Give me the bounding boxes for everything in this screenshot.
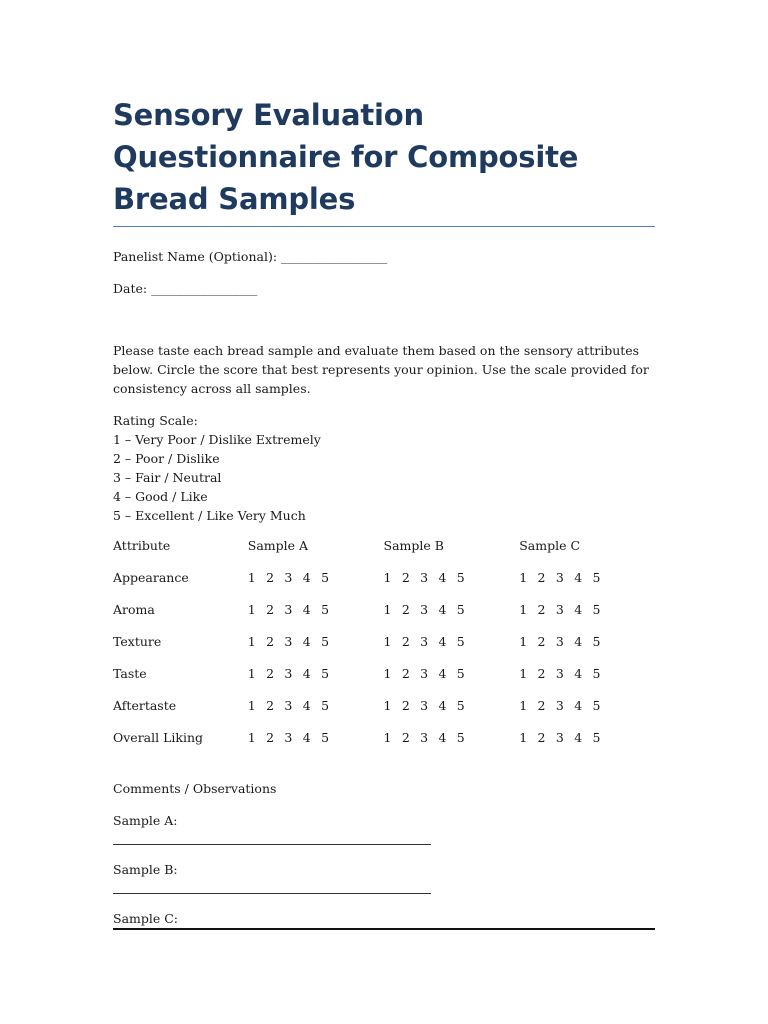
score-options-sample-c[interactable]: 1 2 3 4 5 (519, 698, 604, 713)
page-title: Sensory Evaluation Questionnaire for Composite Bread Samples (113, 94, 655, 227)
comment-label-sample-c: Sample C: (113, 909, 655, 930)
rating-scale-heading: Rating Scale: (113, 413, 198, 428)
rating-scale (113, 411, 655, 525)
score-options-sample-b[interactable]: 1 2 3 4 5 (383, 634, 468, 649)
table-header-row (113, 538, 655, 570)
rating-scale-item: 1 – Very Poor / Dislike Extremely (113, 432, 321, 447)
score-options-sample-a[interactable]: 1 2 3 4 5 (247, 666, 333, 681)
comment-line-sample-a[interactable] (113, 844, 431, 845)
score-options-sample-c[interactable]: 1 2 3 4 5 (519, 730, 604, 745)
attribute-label: Aftertaste (113, 698, 177, 713)
table-row (113, 570, 655, 602)
score-options-sample-a[interactable]: 1 2 3 4 5 (247, 570, 333, 585)
table-row (113, 730, 655, 762)
column-header-sample-a: Sample A (247, 538, 309, 553)
score-options-sample-a[interactable]: 1 2 3 4 5 (247, 602, 333, 617)
column-header-sample-c: Sample C (519, 538, 581, 553)
panelist-name-field[interactable]: Panelist Name (Optional): _________________ (113, 249, 388, 264)
rating-scale-item: 3 – Fair / Neutral (113, 470, 222, 485)
intro-paragraph: Please taste each bread sample and evaluate them based on the sensory attributes below. Circle the score that best represents your opinion. Use the scale provided for consistency across all samples. (113, 343, 649, 396)
score-options-sample-a[interactable]: 1 2 3 4 5 (247, 698, 333, 713)
comment-label-sample-a: Sample A: (113, 813, 178, 828)
score-options-sample-c[interactable]: 1 2 3 4 5 (519, 666, 604, 681)
attribute-label: Texture (113, 634, 162, 649)
attribute-label: Aroma (113, 602, 155, 617)
comment-line-sample-b[interactable] (113, 893, 431, 894)
table-row (113, 634, 655, 666)
rating-scale-item: 2 – Poor / Dislike (113, 451, 220, 466)
table-row (113, 698, 655, 730)
comment-label-sample-b: Sample B: (113, 862, 178, 877)
column-header-sample-b: Sample B (383, 538, 444, 553)
score-options-sample-b[interactable]: 1 2 3 4 5 (383, 570, 468, 585)
table-row (113, 602, 655, 634)
score-options-sample-a[interactable]: 1 2 3 4 5 (247, 634, 333, 649)
score-options-sample-b[interactable]: 1 2 3 4 5 (383, 666, 468, 681)
score-options-sample-c[interactable]: 1 2 3 4 5 (519, 602, 604, 617)
score-options-sample-a[interactable]: 1 2 3 4 5 (247, 730, 333, 745)
table-row (113, 666, 655, 698)
score-options-sample-c[interactable]: 1 2 3 4 5 (519, 570, 604, 585)
column-header-attribute: Attribute (113, 538, 171, 553)
score-options-sample-b[interactable]: 1 2 3 4 5 (383, 730, 468, 745)
attribute-label: Taste (113, 666, 147, 681)
attribute-label: Overall Liking (113, 730, 204, 745)
rating-scale-item: 5 – Excellent / Like Very Much (113, 508, 306, 523)
score-options-sample-c[interactable]: 1 2 3 4 5 (519, 634, 604, 649)
score-options-sample-b[interactable]: 1 2 3 4 5 (383, 602, 468, 617)
comments-heading: Comments / Observations (113, 781, 277, 796)
rating-scale-item: 4 – Good / Like (113, 489, 208, 504)
evaluation-table (113, 538, 655, 762)
score-options-sample-b[interactable]: 1 2 3 4 5 (383, 698, 468, 713)
attribute-label: Appearance (113, 570, 189, 585)
date-field[interactable]: Date: _________________ (113, 281, 258, 296)
